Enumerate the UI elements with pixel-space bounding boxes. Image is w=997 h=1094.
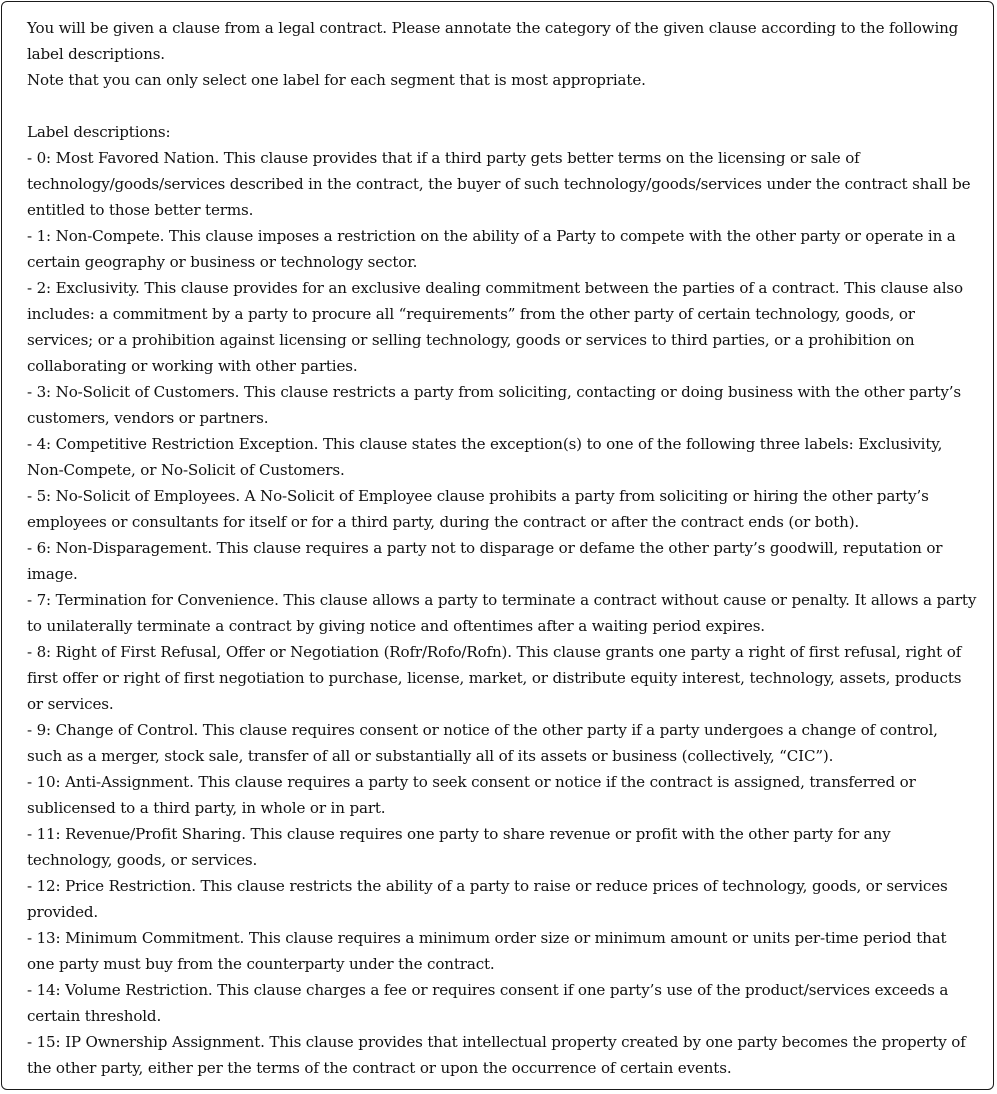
- label-item: - 7: Termination for Convenience. This clause allows a party to terminate a contract without cause or penalty. It allows a party to unilaterally terminate a contract by giving notice and oftentimes after a waiting period expires.: [27, 591, 977, 635]
- label-item: - 11: Revenue/Profit Sharing. This clause requires one party to share revenue or profit with the other party for any technology, goods, or services.: [27, 825, 891, 869]
- label-item: - 3: No-Solicit of Customers. This clause restricts a party from soliciting, contacting or doing business with the other party’s customers, vendors or partners.: [27, 383, 961, 427]
- label-item: - 10: Anti-Assignment. This clause requires a party to seek consent or notice if the contract is assigned, transferred or sublicensed to a third party, in whole or in part.: [27, 773, 916, 817]
- label-item: - 14: Volume Restriction. This clause charges a fee or requires consent if one party’s use of the product/services exceeds a certain threshold.: [27, 981, 949, 1025]
- instructions-note: Note that you can only select one label for each segment that is most appropriate.: [27, 71, 646, 89]
- prompt-text: [27, 15, 977, 1081]
- prompt-panel: [1, 1, 994, 1090]
- label-item: - 12: Price Restriction. This clause restricts the ability of a party to raise or reduce prices of technology, goods, or services provided.: [27, 877, 948, 921]
- label-item: - 5: No-Solicit of Employees. A No-Solicit of Employee clause prohibits a party from soliciting or hiring the other party’s employees or consultants for itself or for a third party, during the contract or after the contract ends (or both).: [27, 487, 929, 531]
- labels-heading: Label descriptions:: [27, 123, 171, 141]
- label-item: - 9: Change of Control. This clause requires consent or notice of the other party if a party undergoes a change of control, such as a merger, stock sale, transfer of all or substantially all of its assets or business (collectively, “CIC”).: [27, 721, 938, 765]
- label-item: - 13: Minimum Commitment. This clause requires a minimum order size or minimum amount or units per-time period that one party must buy from the counterparty under the contract.: [27, 929, 947, 973]
- label-item: - 2: Exclusivity. This clause provides for an exclusive dealing commitment between the parties of a contract. This clause also includes: a commitment by a party to procure all “requirements” from the other party of certain technology, goods, or services; or a prohibition against licensing or selling technology, goods or services to third parties, or a prohibition on collaborating or working with other parties.: [27, 279, 963, 375]
- spacer: [27, 93, 977, 119]
- label-item: - 4: Competitive Restriction Exception. This clause states the exception(s) to one of the following three labels: Exclusivity, Non-Compete, or No-Solicit of Customers.: [27, 435, 943, 479]
- label-item: - 8: Right of First Refusal, Offer or Negotiation (Rofr/Rofo/Rofn). This clause grants one party a right of first refusal, right of first offer or right of first negotiation to purchase, license, market, or distribute equity interest, technology, assets, products or services.: [27, 643, 962, 713]
- label-item: - 1: Non-Compete. This clause imposes a restriction on the ability of a Party to compete with the other party or operate in a certain geography or business or technology sector.: [27, 227, 956, 271]
- label-item: - 6: Non-Disparagement. This clause requires a party not to disparage or defame the other party’s goodwill, reputation or image.: [27, 539, 943, 583]
- instructions-intro: You will be given a clause from a legal contract. Please annotate the category of the given clause according to the following label descriptions.: [27, 19, 959, 63]
- label-item: - 15: IP Ownership Assignment. This clause provides that intellectual property created by one party becomes the property of the other party, either per the terms of the contract or upon the occurrence of certain events.: [27, 1033, 966, 1077]
- label-item: - 0: Most Favored Nation. This clause provides that if a third party gets better terms on the licensing or sale of technology/goods/services described in the contract, the buyer of such technology/goods/services under the contract shall be entitled to those better terms.: [27, 149, 971, 219]
